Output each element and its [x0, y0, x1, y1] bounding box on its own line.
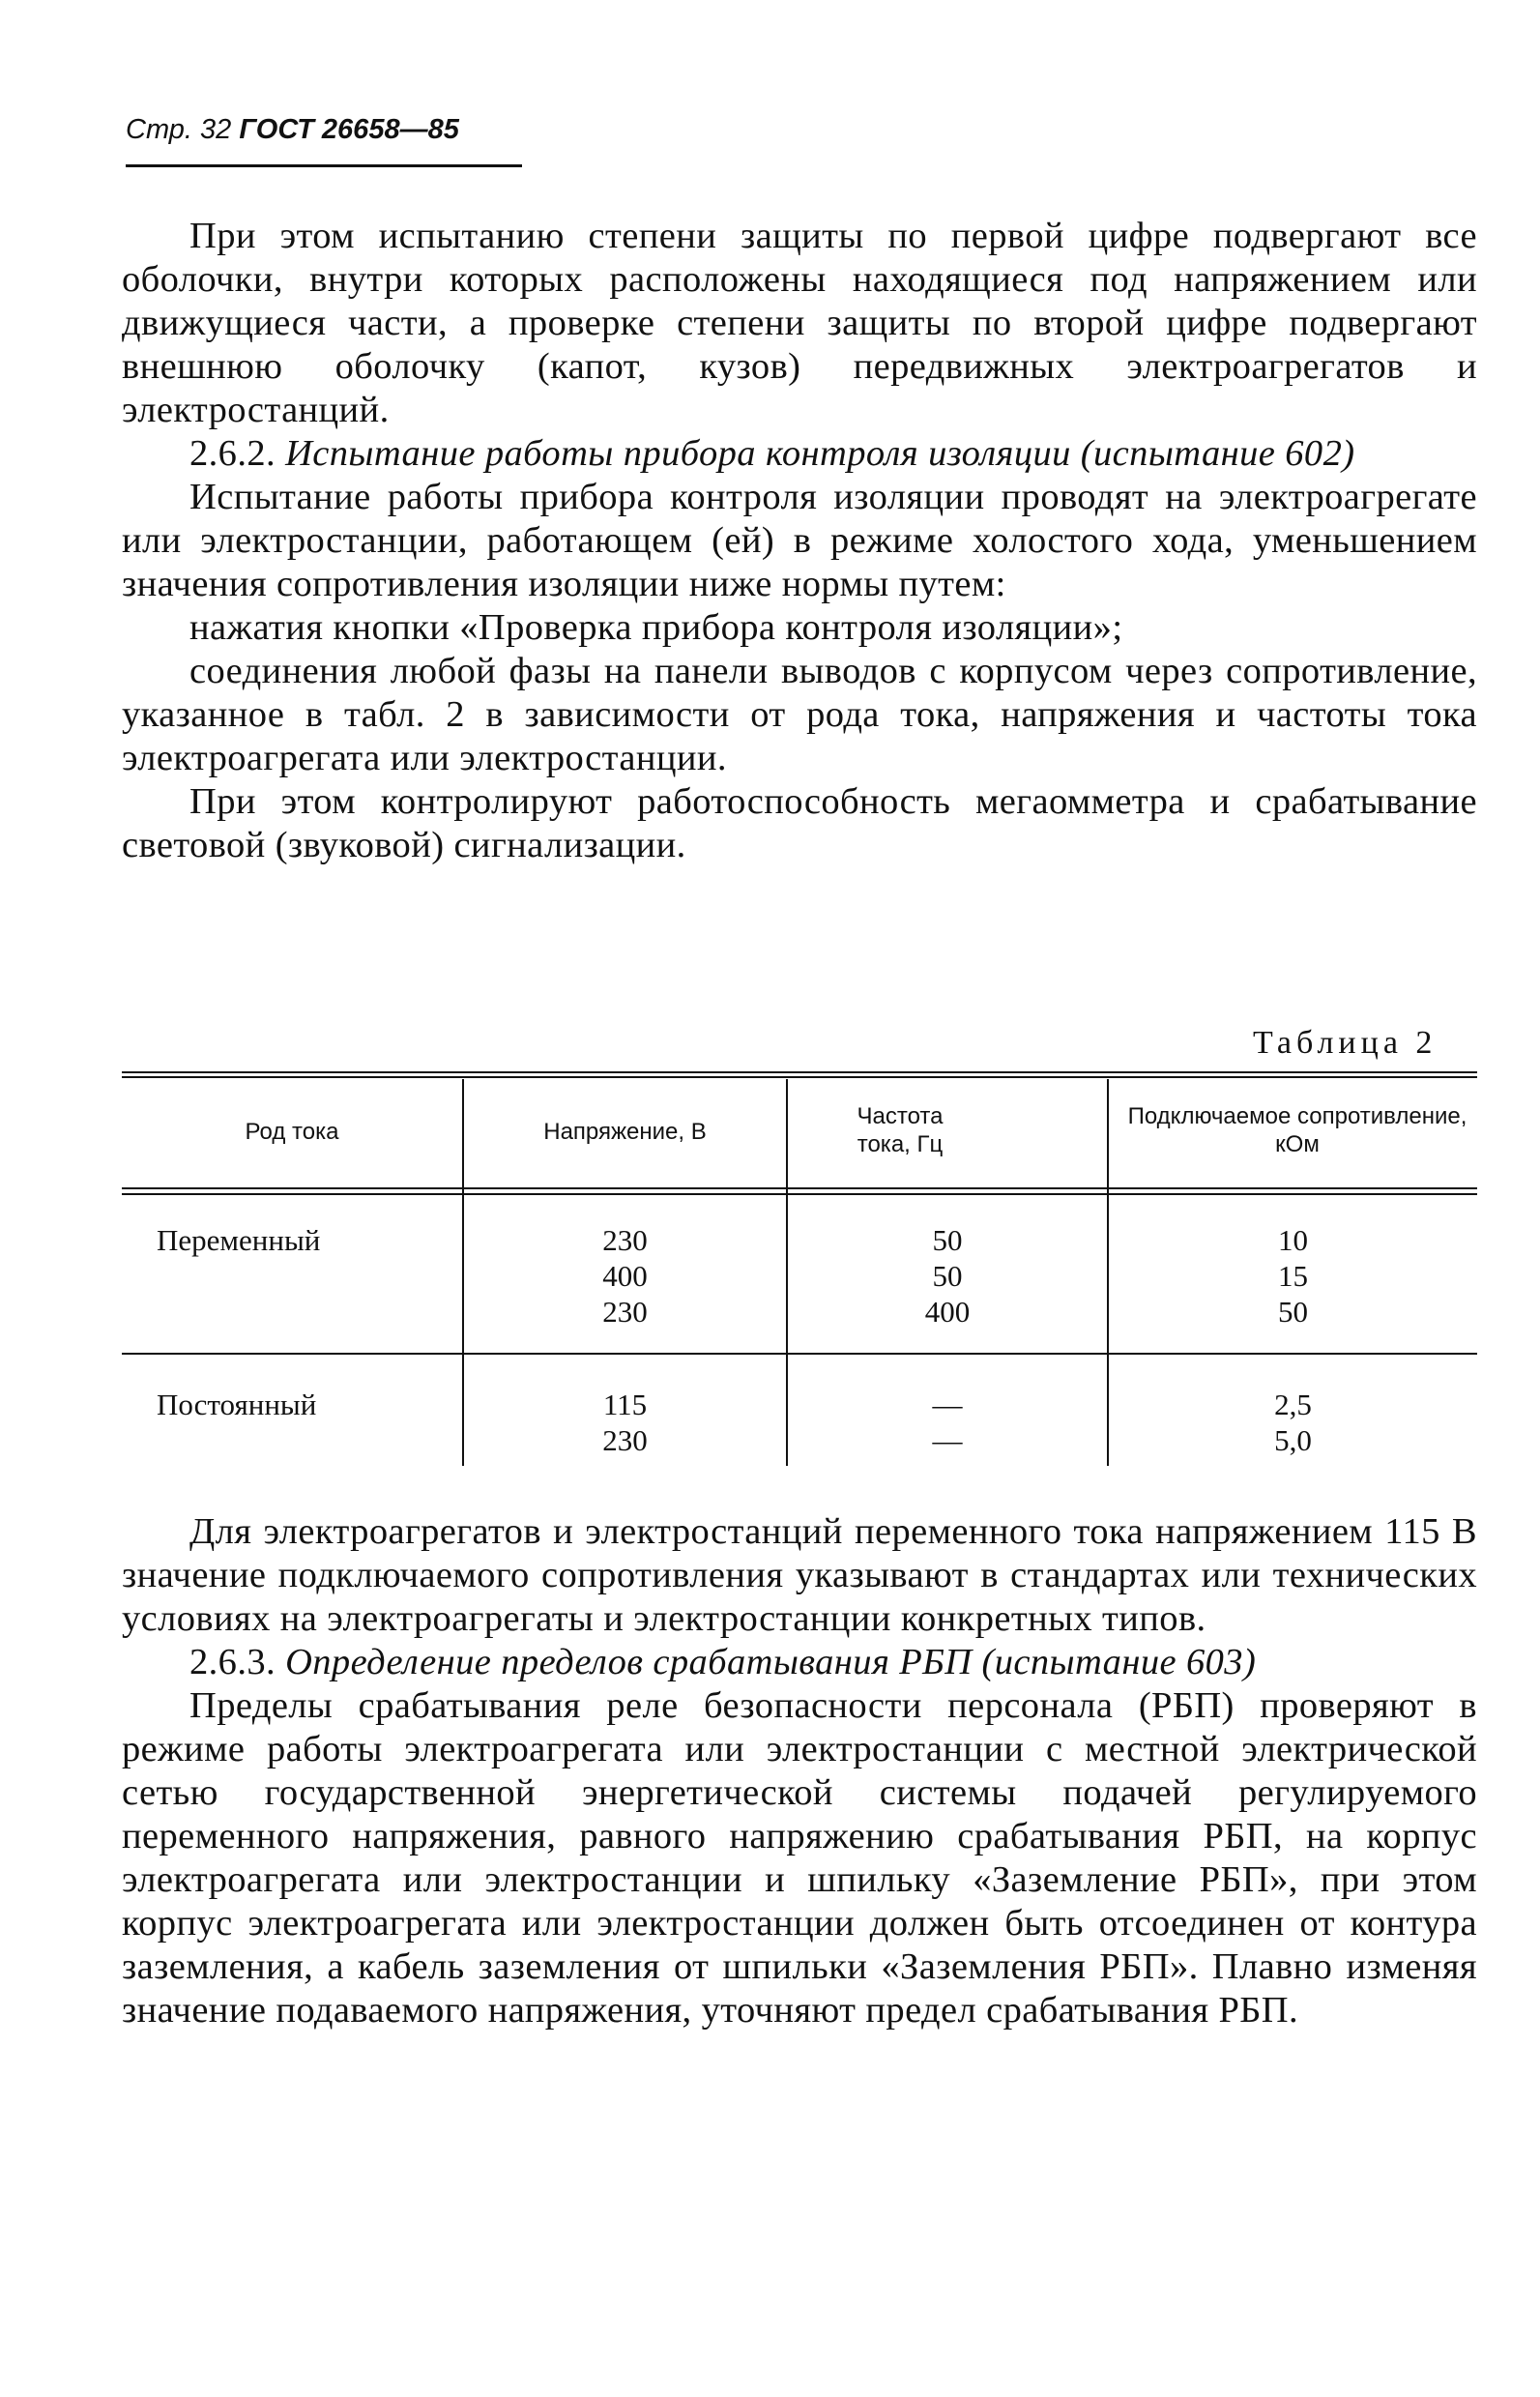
header-frequency: Частота тока, Гц [857, 1103, 944, 1157]
section-heading-2-6-3 [122, 1641, 1477, 1684]
paragraph: нажатия кнопки «Проверка прибора контроля изоляции»; [189, 607, 1123, 648]
section-heading-2-6-2 [122, 432, 1477, 476]
table-top-rule [122, 1071, 1477, 1073]
section-number: 2.6.2. [189, 433, 276, 474]
standard-code: ГОСТ 26658—85 [239, 114, 459, 145]
text-block-bottom [122, 1510, 1477, 2032]
table-header-rule-2 [122, 1193, 1477, 1195]
cell-kind-ac: Переменный [157, 1223, 321, 1257]
paragraph: соединения любой фазы на панели выводов с корпусом через сопротивление, указанное в табл. 2 в зависимости от рода тока, напряжения и частоты тока электроагрегата или электростанции. [122, 651, 1477, 778]
paragraph: Для электроагрегатов и электростанций переменного тока напряжением 115 В значение подключаемого сопротивления указывают в стандартах или технических условиях на электроагрегаты и электростанции конкретных типов. [122, 1511, 1477, 1639]
paragraph: Пределы срабатывания реле безопасности персонала (РБП) проверяют в режиме работы электроагрегата или электростанции с местной электрической сетью государственной энергетической системы подачей регулируемого переменного напряжения, равного напряжению срабатывания РБП, на корпус электроагрегата или электростанции и шпильку «Заземление РБП», при этом корпус электроагрегата или электростанции должен быть отсоединен от контура заземления, а кабель заземления от шпильки «Заземления РБП». Плавно изменяя значение подаваемого напряжения, уточняют предел срабатывания РБП. [122, 1685, 1477, 2031]
cell-frequency-ac: 50 50 400 [924, 1223, 971, 1329]
header-rule [126, 164, 522, 167]
cell-frequency-dc: — — [932, 1388, 963, 1457]
header-kind: Род тока [245, 1119, 339, 1145]
table-row-rule [122, 1353, 1477, 1355]
header-resistance: Подключаемое сопротивление, кОм [1127, 1103, 1467, 1157]
cell-voltage-dc: 115 230 [602, 1388, 648, 1457]
table-header-rule [122, 1187, 1477, 1189]
section-title: Испытание работы прибора контроля изоляции (испытание 602) [285, 433, 1355, 474]
cell-resistance-ac: 10 15 50 [1278, 1223, 1308, 1329]
paragraph: При этом контролируют работоспособность мегаомметра и срабатывание световой (звуковой) сигнализации. [122, 781, 1477, 865]
page-header [126, 114, 459, 146]
section-number: 2.6.3. [189, 1642, 276, 1682]
cell-kind-dc: Постоянный [157, 1388, 317, 1421]
table-top-rule-2 [122, 1076, 1477, 1078]
paragraph: Испытание работы прибора контроля изоляции проводят на электроагрегате или электростанции, работающем (ей) в режиме холостого хода, уменьшением значения сопротивления изоляции ниже нормы путем: [122, 477, 1477, 604]
text-block-top [122, 215, 1477, 867]
page-number: Стр. 32 [126, 114, 232, 145]
paragraph: При этом испытанию степени защиты по первой цифре подвергают все оболочки, внутри которых расположены находящиеся под напряжением или движущиеся части, а проверке степени защиты по второй цифре подвергают внешнюю оболочку (капот, кузов) передвижных электроагрегатов и электростанций. [122, 216, 1477, 430]
table-caption: Таблица 2 [1253, 1025, 1438, 1061]
cell-resistance-dc: 2,5 5,0 [1274, 1388, 1312, 1457]
section-title: Определение пределов срабатывания РБП (испытание 603) [285, 1642, 1257, 1682]
cell-voltage-ac: 230 400 230 [602, 1223, 648, 1329]
header-voltage: Напряжение, В [543, 1119, 707, 1145]
